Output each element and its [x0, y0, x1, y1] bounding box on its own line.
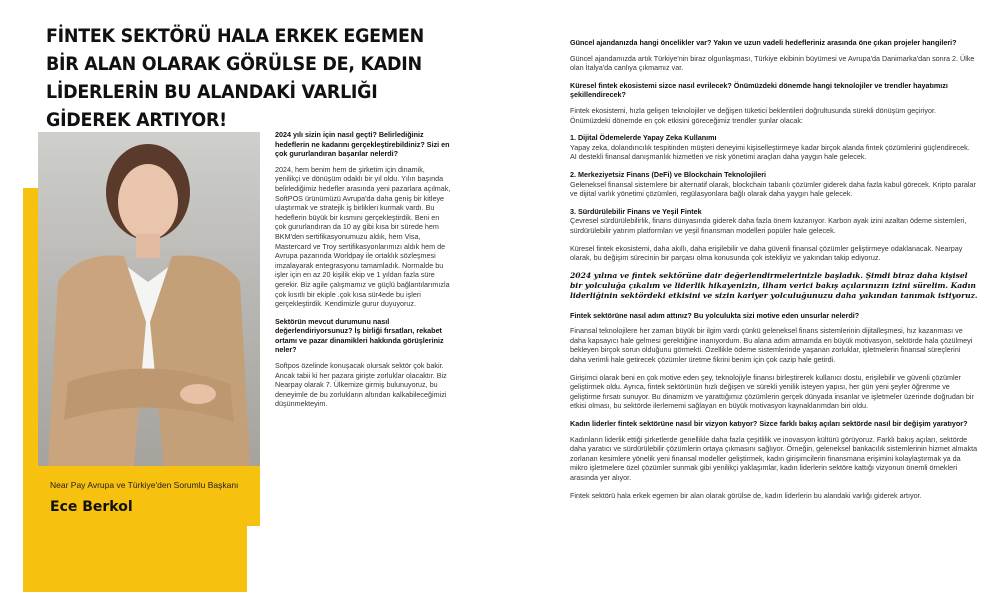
question-6: Kadın liderler fintek sektörüne nasıl bir vizyon katıyor? Sizce farklı bakış açıları sektörde nasıl bir değişim yaratıyor? — [570, 419, 968, 429]
answer-5-continued: Girişimci olarak beni en çok motive eden şey, teknolojiyle finansı birleştirerek kullanıcı dostu, erişilebilir ve güvenli çözümler geliştirmek oldu. Ayrıca, fintek sektörünün hızlı değişen ve sürekli yenilik isteyen yapısı, her gün yeni şeyler öğrenme ve geliştirme fırsatı sunuyor. Bu dinamizm ve yarattığımız çözümlerin gerçek dünyada insanlar ve işletmeler üzerinde doğrudan bir etkisi olması, bu sektörde ilerlememi sağlayan en büyük motivasyon kaynaklarımdan biri oldu. — [570, 372, 974, 411]
right-column — [570, 38, 978, 508]
answer-6: Kadınların liderlik ettiği şirketlerde genellikle daha fazla çeşitlilik ve inovasyon kültürü görüyoruz. Farklı bakış açıları, sektörde daha yaratıcı ve sürdürülebilir çözümlerin ortaya çıkmasını sağlıyor. Örneğin, geleneksel bankacılık sistemlerinin hizmet almakta zorlanan kesimlere yönelik yeni finansal modeller geliştirmek, kadın girişimcilerin finansmana erişimini kolaylaştırmak ya da mikro işletmelere özel çözümler sunmak gibi yenilikçi yaklaşımlar, kadın liderlerin sektöre kattığı vizyonun önemli örnekleri arasında yer alıyor. — [570, 434, 978, 482]
article-headline: FİNTEK SEKTÖRÜ HALA ERKEK EGEMEN BİR ALAN OLARAK GÖRÜLSE DE, KADIN LİDERLERİN BU ALANDAKİ VARLIĞI GİDEREK ARTIYOR! — [46, 25, 424, 131]
answer-6-closing: Fintek sektörü hala erkek egemen bir alan olarak görülse de, kadın liderlerin bu alandaki varlığı giderek artıyor. — [570, 490, 922, 500]
portrait-illustration — [38, 132, 260, 466]
trend-1-title: 1. Dijital Ödemelerde Yapay Zeka Kullanımı — [570, 133, 717, 143]
caption-box — [38, 466, 260, 526]
portrait-photo — [38, 132, 260, 466]
question-5: Fintek sektörüne nasıl adım attınız? Bu yolculukta sizi motive eden unsurlar nelerdi? — [570, 310, 860, 320]
question-2: Sektörün mevcut durumunu nasıl değerlendiriyorsunuz? İş birliği fırsatları, rekabet ortamı ve pazar dinamikleri hakkında görüşleriniz neler? — [275, 316, 444, 355]
pull-quote: 2024 yılına ve fintek sektörüne dair değerlendirmelerinizle başladık. Şimdi biraz daha kişisel bir yolculuğa çıkalım ve liderlik hikayenizin, ilham verici bakış açılarınızın izini sürelim. Kadın liderliğinin sektördeki etkisini ve sizin kariyer yolculuğunuzu daha yakından tanımak istiyoruz. — [570, 270, 978, 300]
answer-5: Finansal teknolojilere her zaman büyük bir ilgim vardı çünkü geleneksel finans sistemlerinin dijitalleşmesi, hız kazanması ve daha kapsayıcı hale gelmesi gerektiğine inanıyordum. Bu alana adım atmamda en büyük motivasyon, sektörde hala çözülmeyi bekleyen birçok sorun olduğunu görmekti. Özellikle ödeme sistemlerinde yaşanan zorluklar, işletmelerin finansal süreçlerini daha verimli hale getirecek çözümler üretme fikrini benim için çok cazip hale getirdi. — [570, 326, 973, 365]
answer-3: Güncel ajandamızda artık Türkiye'nin biraz olgunlaşması, Türkiye ekibinin büyümesi ve Avrupa'da Danimarka'dan sonra 2. Ülke olan İtalya'da canlıya çıkmamız var. — [570, 53, 975, 73]
profile-name: Ece Berkol — [50, 499, 133, 515]
trend-2-title: 2. Merkeziyetsiz Finans (DeFi) ve Blockchain Teknolojileri — [570, 169, 766, 179]
trend-1-text: Yapay zeka, dolandırıcılık tespitinden müşteri deneyimi kişiselleştirmeye kadar birçok alanda fintek çözümlerini güçlendirecek. AI destekli finansal danışmanlık hizmetleri ve risk yönetimi araçları daha yaygın hale gelecek. — [570, 142, 970, 162]
answer-1: 2024, hem benim hem de şirketim için dinamik, yenilikçi ve dönüşüm odaklı bir yıl oldu. Yılın başında belirlediğimiz hedefler arasında yeni pazarlara açılmak, SoftPOS ürünümüzü Avrupa'da daha geniş bir kitleye ulaştırmak ve stratejik iş birlikleri kurmak vardı. Bu hedeflerin büyük bir kısmını gerçekleştirdik. Beni en çok gururlandıran da 10 ay gibi kısa bir sürede hem BKM'den sertifikasyonumuzu aldık, hem Visa, Mastercard ve Troy sertifikasyonlarımızı aldık hem de Avrupa pazarında Worldpay ile ortaklık sözleşmesi imzalayarak entegrasyonu tamamladık. Normalde bu işler için en az 20 kişilik ekip ve 1 yıldan fazla süre gerekir. Biz agile çalışmamız ve güçlü bağlantılarımızla çok kısıtlı bir ekiple .çok kısa sür4ede bu işleri gerçekleştirdik. Kendimizle gurur duyuyoruz. — [275, 164, 451, 309]
middle-column — [275, 130, 451, 417]
trend-3-title: 3. Sürdürülebilir Finans ve Yeşil Fintek — [570, 206, 702, 216]
trend-2-text: Geleneksel finansal sistemlere bir alternatif olarak, blockchain tabanlı çözümler giderek daha fazla kabul görecek. Kripto paralar ve dijital varlık yönetimi çözümleri, regülasyonlara bağlı olarak daha yaygın hale gelecek. — [570, 179, 976, 199]
question-3: Güncel ajandanızda hangi öncelikler var? Yakın ve uzun vadeli hedefleriniz arasında öne çıkan projeler hangileri? — [570, 38, 957, 47]
question-1: 2024 yılı sizin için nasıl geçti? Belirlediğiniz hedeflerin ne kadarını gerçekleştirebildiniz? Sizi en çok gururlandıran başarılar nelerdi? — [275, 130, 450, 159]
question-4: Küresel fintek ekosistemi sizce nasıl evrilecek? Önümüzdeki dönemde hangi teknolojiler ve trendler hayatımızı şekillendirecek? — [570, 80, 948, 100]
profile-role: Near Pay Avrupa ve Türkiye'den Sorumlu Başkanı — [50, 480, 239, 490]
answer-4-conclusion: Küresel fintek ekosistemi, daha akıllı, daha erişilebilir ve daha güvenli finansal çözümler geliştirmeye odaklanacak. Nearpay olarak, bu değişim sürecinin bir parçası olma konusunda çok istekliyiz ve yakından takip ediyoruz. — [570, 243, 963, 263]
answer-2: Softpos özelinde konuşacak olursak sektör çok bakir. Ancak tabii ki her pazara girişte zorluklar olacaktır. Biz Nearpay olarak 7. Ülkemize girmiş bulunuyoruz, bu deneyimle de bu zorlukların altından kalkabileceğimizi düşünmekteyim. — [275, 361, 447, 409]
trend-3-text: Çevresel sürdürülebilirlik, finans dünyasında giderek daha fazla önem kazanıyor. Karbon ayak izini azaltan ödeme sistemleri, sürdürülebilir yatırım platformları ve yeşil finansman modelleri popüler hale gelecek. — [570, 216, 967, 235]
answer-4: Fintek ekosistemi, hızla gelişen teknolojiler ve değişen tüketici beklentileri doğrultusunda sürekli dönüşüm geçiriyor. Önümüzdeki dönemde en çok etkisini göreceğimiz trendler şunlar olacak: — [570, 105, 936, 125]
